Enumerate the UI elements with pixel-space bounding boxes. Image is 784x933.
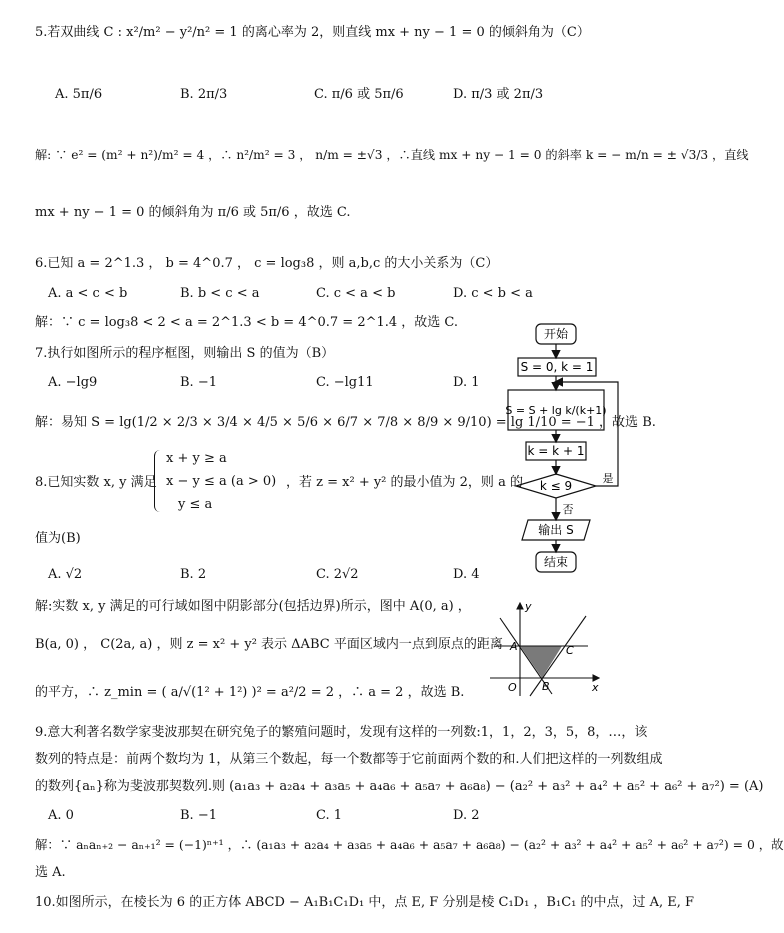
q8-stem-tail: ，若 z = x² + y² 的最小值为 2，则 a 的 xyxy=(286,475,523,490)
q8-system-line2: x − y ≤ a (a > 0) xyxy=(166,474,277,489)
q9-line3: 的数列{aₙ}称为斐波那契数列.则 (a₁a₃ + a₂a₄ + a₃a₅ + a₄a₆ + a₅a₇ + a₆a₈) − (a₂² + a₃² + a₄² + a₅² + a₆² + a₇²) = (A) xyxy=(35,779,764,794)
q8-option-d: D. 4 xyxy=(453,567,480,582)
q7-option-c: C. −lg11 xyxy=(316,375,374,390)
q8-solution-line3: 的平方，∴ z_min = ( a/√(1² + 1²) )² = a²/2 = 2 ，∴ a = 2 ，故选 B. xyxy=(35,685,465,700)
q8-stem-line2: 值为(B) xyxy=(35,531,81,546)
q5-solution-line1: 解: ∵ e² = (m² + n²)/m² = 4 ，∴ n²/m² = 3 ， n/m = ±√3 ，∴直线 mx + ny − 1 = 0 的斜率 k = − m/n = ± √3/3 ，直线 xyxy=(35,148,749,162)
q9-line2: 数列的特点是：前两个数均为 1，从第三个数起，每一个数都等于它前面两个数的和.人们把这样的一列数组成 xyxy=(35,752,663,767)
q8-option-c: C. 2√2 xyxy=(316,567,359,582)
q9-solution-line1: 解：∵ aₙaₙ₊₂ − aₙ₊₁² = (−1)ⁿ⁺¹ ，∴ (a₁a₃ + a₂a₄ + a₃a₅ + a₄a₆ + a₅a₇ + a₆a₈) − (a₂² + a₃² + a₄² + a₅² + a₆² + a₇²) = 0 ，故 xyxy=(35,837,784,852)
q9-option-a: A. 0 xyxy=(48,808,74,823)
flow-yes-label: 是 xyxy=(602,472,614,485)
q5-option-d: D. π/3 或 2π/3 xyxy=(453,87,544,102)
q5-stem: 5.若双曲线 C : x²/m² − y²/n² = 1 的离心率为 2，则直线 mx + ny − 1 = 0 的倾斜角为（C） xyxy=(35,25,590,40)
axis-y-label: y xyxy=(525,600,532,613)
flow-end-label: 结束 xyxy=(543,555,569,569)
q9-line1: 9.意大利著名数学家斐波那契在研究兔子的繁殖问题时，发现有这样的一列数:1，1，2，3，5，8，…，该 xyxy=(35,725,648,740)
origin-label: O xyxy=(508,681,517,694)
q6-option-a: A. a < c < b xyxy=(48,286,128,301)
flow-output-label: 输出 S xyxy=(538,523,574,537)
q9-option-b: B. −1 xyxy=(180,808,217,823)
q8-solution-line2: B(a, 0) ， C(2a, a) ，则 z = x² + y² 表示 ΔABC 平面区域内一点到原点的距离 xyxy=(35,637,503,652)
q9-option-d: D. 2 xyxy=(453,808,480,823)
q8-stem-lead: 8.已知实数 x, y 满足 xyxy=(35,475,157,490)
q5-option-c: C. π/6 或 5π/6 xyxy=(314,87,404,102)
q5-option-a: A. 5π/6 xyxy=(55,87,103,102)
q5-option-b: B. 2π/3 xyxy=(180,87,228,102)
point-c-label: C xyxy=(566,644,574,657)
q7-option-d: D. 1 xyxy=(453,375,480,390)
point-a-label: A xyxy=(510,640,518,653)
flow-no-label: 否 xyxy=(562,503,574,516)
q8-option-b: B. 2 xyxy=(180,567,207,582)
q6-option-c: C. c < a < b xyxy=(316,286,396,301)
q9-option-c: C. 1 xyxy=(316,808,343,823)
q8-system-line1: x + y ≥ a xyxy=(166,451,227,466)
q7-option-b: B. −1 xyxy=(180,375,217,390)
q7-option-a: A. −lg9 xyxy=(48,375,98,390)
flowchart xyxy=(500,318,630,580)
flow-inc-label: k = k + 1 xyxy=(527,444,585,458)
q9-solution-line2: 选 A. xyxy=(35,865,66,880)
flow-start-label: 开始 xyxy=(543,327,569,341)
q8-system-brace xyxy=(154,450,163,512)
q7-solution: 解：易知 S = lg(1/2 × 2/3 × 3/4 × 4/5 × 5/6 × 6/7 × 7/8 × 8/9 × 9/10) = lg 1/10 = −1 ，故选 B. xyxy=(35,415,656,430)
shaded-region xyxy=(520,646,562,678)
q8-system-line3: y ≤ a xyxy=(178,497,213,512)
flow-update-label: S = S + lg k/(k+1) xyxy=(505,404,607,417)
flow-init-label: S = 0, k = 1 xyxy=(520,360,594,374)
region-diagram xyxy=(486,598,606,700)
axis-x-label: x xyxy=(592,681,599,694)
q6-option-b: B. b < c < a xyxy=(180,286,260,301)
q6-option-d: D. c < b < a xyxy=(453,286,533,301)
flow-cond-label: k ≤ 9 xyxy=(539,479,573,493)
q8-solution-line1: 解:实数 x, y 满足的可行域如图中阴影部分(包括边界)所示，图中 A(0, a) ， xyxy=(35,599,471,614)
point-b-label: B xyxy=(542,680,550,693)
q10-line1: 10.如图所示，在棱长为 6 的正方体 ABCD − A₁B₁C₁D₁ 中，点 E, F 分别是棱 C₁D₁ ，B₁C₁ 的中点，过 A, E, F xyxy=(35,895,695,910)
q7-stem: 7.执行如图所示的程序框图，则输出 S 的值为（B） xyxy=(35,346,335,361)
q8-option-a: A. √2 xyxy=(48,567,83,582)
q5-solution-line2: mx + ny − 1 = 0 的倾斜角为 π/6 或 5π/6 ，故选 C. xyxy=(35,205,351,220)
q6-stem: 6.已知 a = 2^1.3 ， b = 4^0.7 ， c = log₃8 ，则 a,b,c 的大小关系为（C） xyxy=(35,256,499,271)
q6-solution: 解：∵ c = log₃8 < 2 < a = 2^1.3 < b = 4^0.7 = 2^1.4 ，故选 C. xyxy=(35,315,459,330)
